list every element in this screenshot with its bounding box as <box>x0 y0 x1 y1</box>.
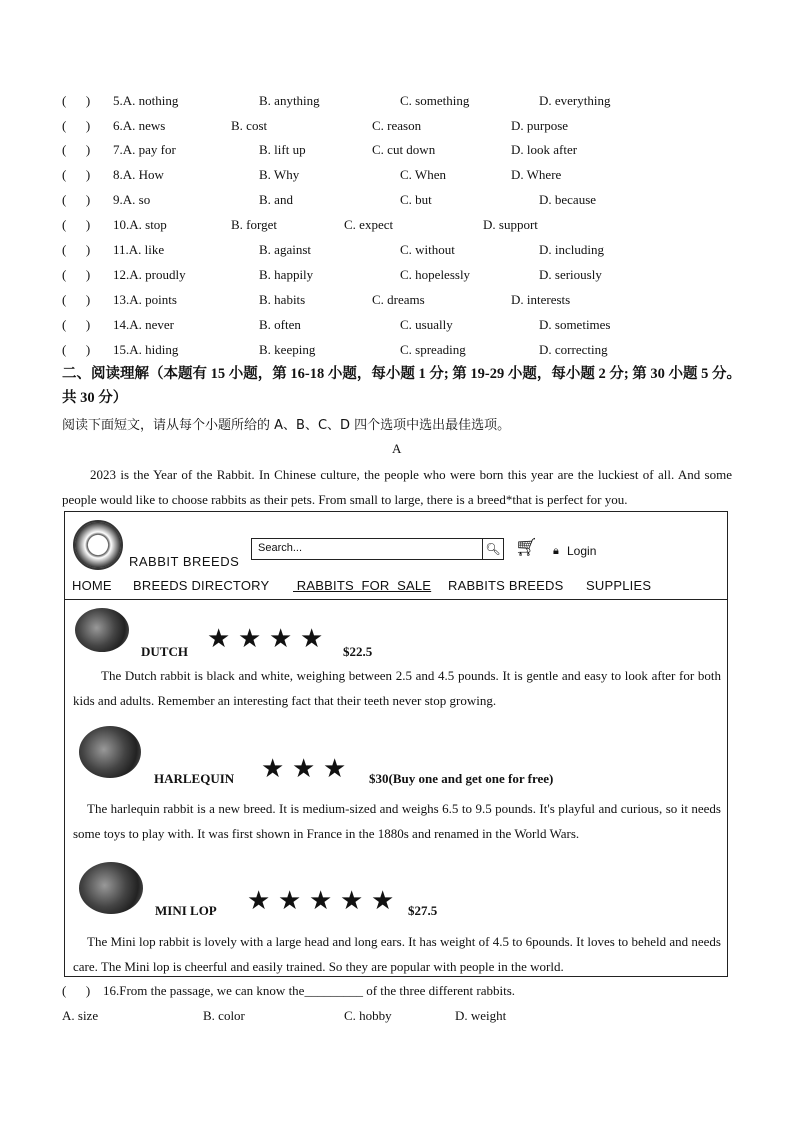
nav-divider <box>65 599 727 600</box>
star-icon: ★ <box>340 886 364 916</box>
intro-paragraph: 2023 is the Year of the Rabbit. In Chinese culture, the people who were born this year are the luckiest of all. And some people would like to choose rabbits as their pets. From small to large, there is a breed*that is perfect for you. <box>62 467 732 507</box>
option-c: C. something <box>400 93 470 108</box>
q16-stem: 16.From the passage, we can know the_________ of the three different rabbits. <box>103 983 516 998</box>
paren: ( ) <box>62 317 91 332</box>
breed-price: $27.5 <box>408 903 438 918</box>
question-number-option-a: 15.A. hiding <box>113 342 179 357</box>
nav-bar <box>65 578 727 598</box>
instruction: 阅读下面短文，请从每个小题所给的 A、B、C、D 四个选项中选出最佳选项。 <box>62 418 511 433</box>
paren: ( ) <box>62 192 91 207</box>
logo-icon <box>73 520 123 570</box>
section-title: 二、阅读理解（本题有 15 小题，第 16-18 小题，每小题 1 分; 第 19-29 小题，每小题 2 分; 第 30 小题 5 分。共 30 分） <box>62 366 742 406</box>
star-icon: ★ <box>247 886 271 916</box>
q16-option-b: B. color <box>203 1008 245 1023</box>
star-icon: ★ <box>278 886 302 916</box>
paren: ( ) <box>62 242 91 257</box>
passage-label: A <box>392 441 402 456</box>
option-c: C. cut down <box>372 142 436 157</box>
option-c: C. When <box>400 167 446 182</box>
question-row <box>62 340 742 360</box>
harlequin-rabbit-photo <box>79 726 141 778</box>
option-d: D. including <box>539 242 604 257</box>
option-b: B. and <box>259 192 293 207</box>
option-d: D. correcting <box>539 342 608 357</box>
nav-rabbits-breeds[interactable]: RABBITS BREEDS <box>448 578 564 593</box>
question-row <box>62 240 742 260</box>
login-link[interactable]: Login <box>567 544 597 558</box>
breed-description: The Mini lop rabbit is lovely with a large head and long ears. It has weight of 4.5 to 6pounds. It loves to beheld and needs care. The Mini lop is cheerful and easily trained. So they are popular with people in the world. <box>73 934 721 974</box>
option-d: D. interests <box>511 292 571 307</box>
option-d: D. purpose <box>511 118 569 133</box>
option-d: D. Where <box>511 167 562 182</box>
question-number-option-a: 13.A. points <box>113 292 177 307</box>
star-icon: ★ <box>261 754 285 784</box>
cart-icon[interactable]: 🛒︎ <box>515 537 538 558</box>
question-row <box>62 265 742 285</box>
paren: ( ) <box>62 93 91 108</box>
option-b: B. Why <box>259 167 300 182</box>
question-row <box>62 165 742 185</box>
option-c: C. usually <box>400 317 453 332</box>
question-number-option-a: 14.A. never <box>113 317 175 332</box>
question-number-option-a: 12.A. proudly <box>113 267 186 282</box>
question-row <box>62 116 742 136</box>
paren: ( ) <box>62 142 91 157</box>
star-icon: ★ <box>207 624 231 654</box>
paren: ( ) <box>62 118 91 133</box>
star-icon: ★ <box>269 624 293 654</box>
paren: ( ) <box>62 342 91 357</box>
option-c: C. reason <box>372 118 422 133</box>
option-c: C. without <box>400 242 455 257</box>
paren: ( ) <box>62 167 91 182</box>
option-b: B. anything <box>259 93 320 108</box>
question-number-option-a: 9.A. so <box>113 192 151 207</box>
breed-price: $22.5 <box>343 644 373 659</box>
option-d: D. look after <box>511 142 578 157</box>
star-icon: ★ <box>292 754 316 784</box>
q16-option-a: A. size <box>62 1008 99 1023</box>
option-b: B. habits <box>259 292 306 307</box>
breed-name: HARLEQUIN <box>154 771 235 786</box>
search-input[interactable] <box>251 538 483 560</box>
option-d: D. because <box>539 192 597 207</box>
question-row <box>62 190 742 210</box>
paren: ( ) <box>62 217 91 232</box>
star-icon: ★ <box>309 886 333 916</box>
question-row <box>62 290 742 310</box>
q16-option-c: C. hobby <box>344 1008 392 1023</box>
question-number-option-a: 6.A. news <box>113 118 166 133</box>
search-icon[interactable]: 🔍︎ <box>482 538 504 560</box>
q16-option-d: D. weight <box>455 1008 507 1023</box>
option-b: B. happily <box>259 267 314 282</box>
option-c: C. expect <box>344 217 394 232</box>
nav-home[interactable]: HOME <box>72 578 112 593</box>
breed-description: The Dutch rabbit is black and white, weighing between 2.5 and 4.5 pounds. It is gentle and easy to look after for both kids and adults. Remember an interesting fact that their teeth never stop growing. <box>73 668 721 708</box>
option-b: B. lift up <box>259 142 306 157</box>
option-c: C. spreading <box>400 342 466 357</box>
mini-lop-rabbit-photo <box>79 862 143 914</box>
lock-icon: 🔒︎ <box>553 544 559 557</box>
paren: ( ) <box>62 292 91 307</box>
option-d: D. everything <box>539 93 611 108</box>
question-row <box>62 215 742 235</box>
option-c: C. but <box>400 192 432 207</box>
option-d: D. support <box>483 217 538 232</box>
website-box <box>64 511 728 977</box>
option-b: B. keeping <box>259 342 316 357</box>
question-number-option-a: 8.A. How <box>113 167 164 182</box>
option-b: B. against <box>259 242 311 257</box>
question-number-option-a: 5.A. nothing <box>113 93 179 108</box>
option-b: B. forget <box>231 217 277 232</box>
nav-rabbits-for-sale[interactable]: RABBITS FOR SALE <box>293 578 432 593</box>
option-d: D. sometimes <box>539 317 611 332</box>
paren: ( ) <box>62 267 91 282</box>
brand-name: RABBIT BREEDS <box>129 554 240 569</box>
option-b: B. often <box>259 317 301 332</box>
question-number-option-a: 7.A. pay for <box>113 142 176 157</box>
option-d: D. seriously <box>539 267 602 282</box>
star-icon: ★ <box>323 754 347 784</box>
question-number-option-a: 10.A. stop <box>113 217 167 232</box>
question-row <box>62 315 742 335</box>
breed-name: DUTCH <box>141 644 188 659</box>
q16-paren: ( ) <box>62 983 91 998</box>
option-c: C. hopelessly <box>400 267 471 282</box>
breed-description: The harlequin rabbit is a new breed. It is medium-sized and weighs 6.5 to 9.5 pounds. It's playful and curious, so it needs some toys to play with. It was first shown in France in the 1880s and renamed in the World Wars. <box>73 801 721 841</box>
option-b: B. cost <box>231 118 268 133</box>
question-row <box>62 140 742 160</box>
question-number-option-a: 11.A. like <box>113 242 165 257</box>
question-row <box>62 91 742 111</box>
search-placeholder: Search... <box>258 542 303 554</box>
breed-price: $30(Buy one and get one for free) <box>369 771 554 786</box>
dutch-rabbit-photo <box>75 608 129 652</box>
star-icon: ★ <box>300 624 324 654</box>
star-icon: ★ <box>238 624 262 654</box>
star-icon: ★ <box>371 886 395 916</box>
nav-supplies[interactable]: SUPPLIES <box>586 578 652 593</box>
breed-name: MINI LOP <box>155 903 217 918</box>
nav-breeds-directory[interactable]: BREEDS DIRECTORY <box>133 578 270 593</box>
option-c: C. dreams <box>372 292 425 307</box>
